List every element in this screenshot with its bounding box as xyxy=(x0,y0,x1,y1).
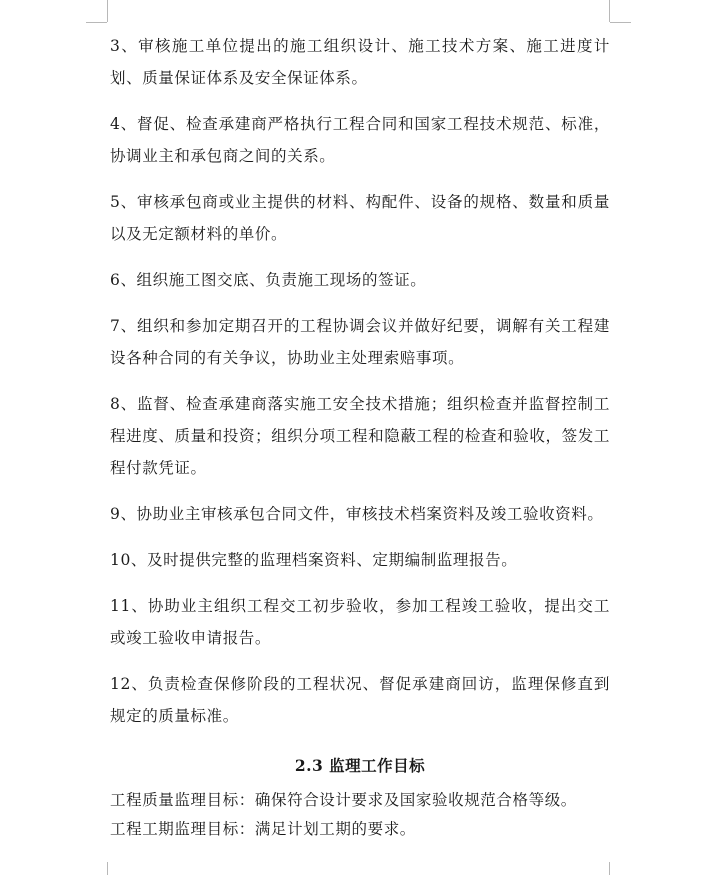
crop-mark-top-right xyxy=(609,0,610,22)
list-item: 12、负责检查保修阶段的工程状况、督促承建商回访，监理保修直到规定的质量标准。 xyxy=(110,675,610,725)
list-item: 3、审核施工单位提出的施工组织设计、施工技术方案、施工进度计划、质量保证体系及安全保证体系。 xyxy=(110,37,610,87)
crop-mark-top-left xyxy=(107,0,108,22)
quality-goal: 工程质量监理目标：确保符合设计要求及国家验收规范合格等级。 xyxy=(110,791,577,809)
crop-mark-bottom-right xyxy=(609,862,610,875)
section-heading: 2.3 监理工作目标 xyxy=(294,756,426,775)
list-item: 11、协助业主组织工程交工初步验收，参加工程竣工验收，提出交工或竣工验收申请报告。 xyxy=(110,597,610,647)
crop-mark-bottom-left xyxy=(107,862,108,875)
list-item: 4、督促、检查承建商严格执行工程合同和国家工程技术规范、标准，协调业主和承包商之间的关系。 xyxy=(110,115,610,165)
crop-mark-top-right xyxy=(610,22,631,23)
list-item: 5、审核承包商或业主提供的材料、构配件、设备的规格、数量和质量以及无定额材料的单价。 xyxy=(110,193,610,243)
list-item: 8、监督、检查承建商落实施工安全技术措施；组织检查并监督控制工程进度、质量和投资；组织分项工程和隐蔽工程的检查和验收，签发工程付款凭证。 xyxy=(110,395,610,477)
crop-mark-top-left xyxy=(86,22,107,23)
list-item: 6、组织施工图交底、负责施工现场的签证。 xyxy=(110,271,427,289)
list-item: 7、组织和参加定期召开的工程协调会议并做好纪要，调解有关工程建设各种合同的有关争议，协助业主处理索赔事项。 xyxy=(110,317,610,367)
schedule-goal: 工程工期监理目标：满足计划工期的要求。 xyxy=(110,820,416,838)
list-item: 9、协助业主审核承包合同文件，审核技术档案资料及竣工验收资料。 xyxy=(110,505,604,523)
list-item: 10、及时提供完整的监理档案资料、定期编制监理报告。 xyxy=(110,551,518,569)
document-body xyxy=(110,30,610,844)
